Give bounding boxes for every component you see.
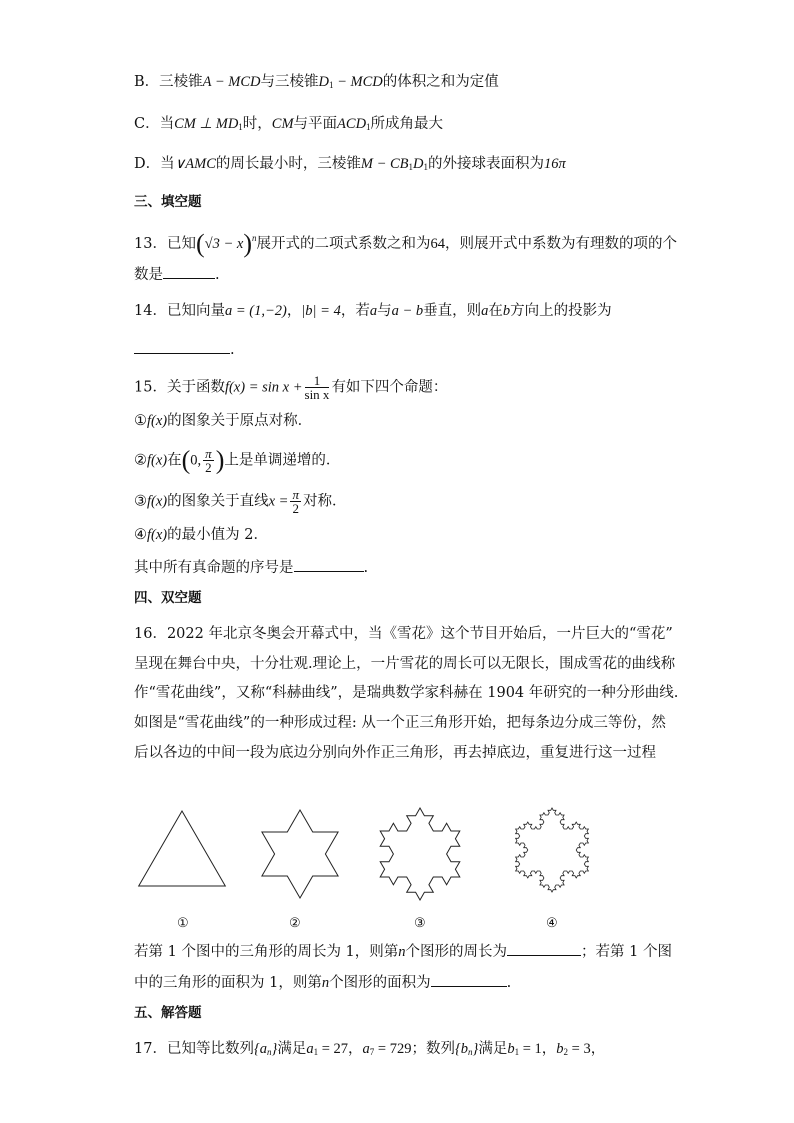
koch-iteration-3 [380,808,460,900]
figure-caption-2: ② [289,915,301,930]
question-14-line1: 14．已知向量a = (1,−2)，|b| = 4，若a与a − b垂直，则a在b方向上的投影为 [134,303,612,319]
question-16-line2: 呈现在舞台中央，十分壮观.理论上，一片雪花的周长可以无限长，围成雪花的曲线称 [134,656,676,672]
fraction: $\frac{1}{\text{sin x}}$ [304,373,330,402]
question-16-line3: 作“雪花曲线”，又称“科赫曲线”，是瑞典数学家科赫在 1904 年研究的一种分形曲线. [134,685,679,701]
section-4-heading: 四、双空题 [134,590,202,606]
question-15-answer: 其中所有真命题的序号是 . [134,557,368,577]
figure-caption-4: ④ [546,915,558,930]
section-5-heading: 五、解答题 [134,1005,202,1021]
close-paren: ) [215,445,225,475]
answer-blank[interactable] [294,557,364,572]
proposition-3: ③f(x)的图象关于直线x = $\frac{\pi}{2}$ 对称． [134,487,347,516]
figure-caption-1: ① [177,915,189,930]
question-16-line5: 后以各边的中间一段为底边分别向外作正三角形，再去掉底边，重复进行这一过程 [134,745,656,761]
question-14-line2: . [134,339,235,359]
option-d: D．当∨AMC的周长最小时，三棱锥$M - CB_1D_1$的外接球表面积为16π [134,156,566,172]
fraction: $\frac{\pi}{2}$ [205,446,212,475]
answer-blank[interactable] [134,339,230,354]
question-13-line2: 数是 . [134,264,220,284]
proposition-1: ①f(x)的图象关于原点对称． [134,413,313,429]
answer-blank[interactable] [163,264,215,279]
koch-iteration-1 [139,811,226,886]
koch-iteration-4 [516,808,589,892]
question-16-line4: 如图是“雪花曲线”的一种形成过程: 从一个正三角形开始，把每条边分成三等份，然 [134,715,666,731]
question-16-part2-line1: 若第 1 个图中的三角形的周长为 1，则第n个图形的周长为 ；若第 1 个图 [134,941,672,961]
question-17: 17．已知等比数列$\{a_n\}$满足$a_1 = 27$，$a_7 = 729$；数列$\{b_n\}$满足$b_1 = 1$，$b_2 = 3$， [134,1041,606,1057]
section-3-heading: 三、填空题 [134,194,202,210]
question-15-line1: 15．关于函数f(x) = sin x + $\frac{1}{\text{sin x}}$ 有如下四个命题： [134,373,448,402]
question-16-line1: 16．2022 年北京冬奥会开幕式中，当《雪花》这个节目开始后，一片巨大的“雪花” [134,626,673,642]
question-16-part2-line2: 中的三角形的面积为 1，则第n个图形的面积为 . [134,972,511,992]
open-paren: ( [195,229,205,258]
proposition-2: ②f(x)在(0, $\frac{\pi}{2}$ )上是单调递增的． [134,445,341,475]
koch-snowflake-figures [120,790,660,910]
koch-iteration-2 [262,810,338,898]
answer-blank[interactable] [431,972,507,987]
option-b: B．三棱锥A − MCD与三棱锥$D_1$ − MCD的体积之和为定值 [134,74,499,90]
fraction: $\frac{\pi}{2}$ [292,487,299,516]
proposition-4: ④f(x)的最小值为 2． [134,527,268,543]
question-13-line1: 13．已知$(√3 - x)^n$展开式的二项式系数之和为64，则展开式中系数为有理数的项的个 [134,229,677,258]
answer-blank[interactable] [507,941,581,956]
option-c: C．当CM ⊥ $MD_1$时，CM与平面$ACD_1$所成角最大 [134,116,444,132]
figure-caption-3: ③ [414,915,426,930]
open-paren: ( [181,445,191,475]
close-paren: ) [243,229,252,258]
